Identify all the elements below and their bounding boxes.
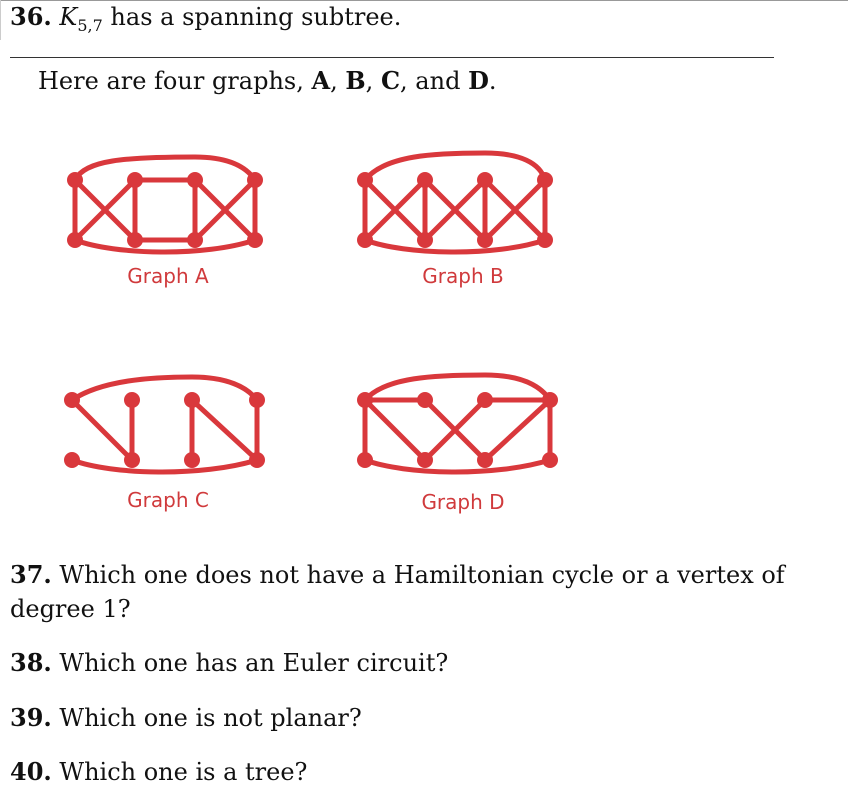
left-border bbox=[0, 0, 1, 40]
intro-sep3: , and bbox=[400, 67, 469, 95]
intro-sep1: , bbox=[330, 67, 346, 95]
question-39 bbox=[10, 701, 810, 735]
graph-c-label: Graph C bbox=[127, 488, 209, 512]
divider bbox=[10, 57, 774, 58]
question-37 bbox=[10, 558, 810, 626]
k-symbol: K bbox=[59, 3, 78, 31]
question-36-text: has a spanning subtree. bbox=[102, 3, 402, 31]
intro-end: . bbox=[488, 67, 497, 95]
question-38-number: 38. bbox=[10, 648, 52, 677]
question-36-number: 36. bbox=[10, 2, 52, 31]
graph-a-label: Graph A bbox=[127, 264, 209, 288]
intro-sep2: , bbox=[365, 67, 381, 95]
question-37-number: 37. bbox=[10, 560, 52, 589]
question-40-text: Which one is a tree? bbox=[59, 758, 308, 786]
graph-d-label: Graph D bbox=[421, 490, 505, 514]
intro-prefix: Here are four graphs, bbox=[38, 67, 312, 95]
graph-d bbox=[345, 365, 565, 485]
intro-c: C bbox=[380, 66, 401, 95]
question-36 bbox=[10, 2, 401, 41]
graph-c bbox=[52, 365, 272, 485]
question-39-number: 39. bbox=[10, 703, 52, 732]
question-40-number: 40. bbox=[10, 757, 52, 786]
question-37-text: Which one does not have a Hamiltonian cycle or a vertex of degree 1? bbox=[10, 561, 785, 623]
graph-b bbox=[345, 145, 565, 265]
intro-sentence bbox=[38, 66, 497, 96]
k-subscript: 5,7 bbox=[77, 15, 103, 35]
question-38-text: Which one has an Euler circuit? bbox=[59, 649, 449, 677]
top-border bbox=[0, 0, 848, 1]
graph-b-label: Graph B bbox=[422, 264, 504, 288]
question-39-text: Which one is not planar? bbox=[59, 704, 362, 732]
intro-b: B bbox=[345, 66, 366, 95]
graph-a bbox=[55, 145, 275, 265]
intro-d: D bbox=[468, 66, 489, 95]
question-38 bbox=[10, 646, 810, 680]
intro-a: A bbox=[311, 66, 331, 95]
question-40 bbox=[10, 755, 810, 789]
